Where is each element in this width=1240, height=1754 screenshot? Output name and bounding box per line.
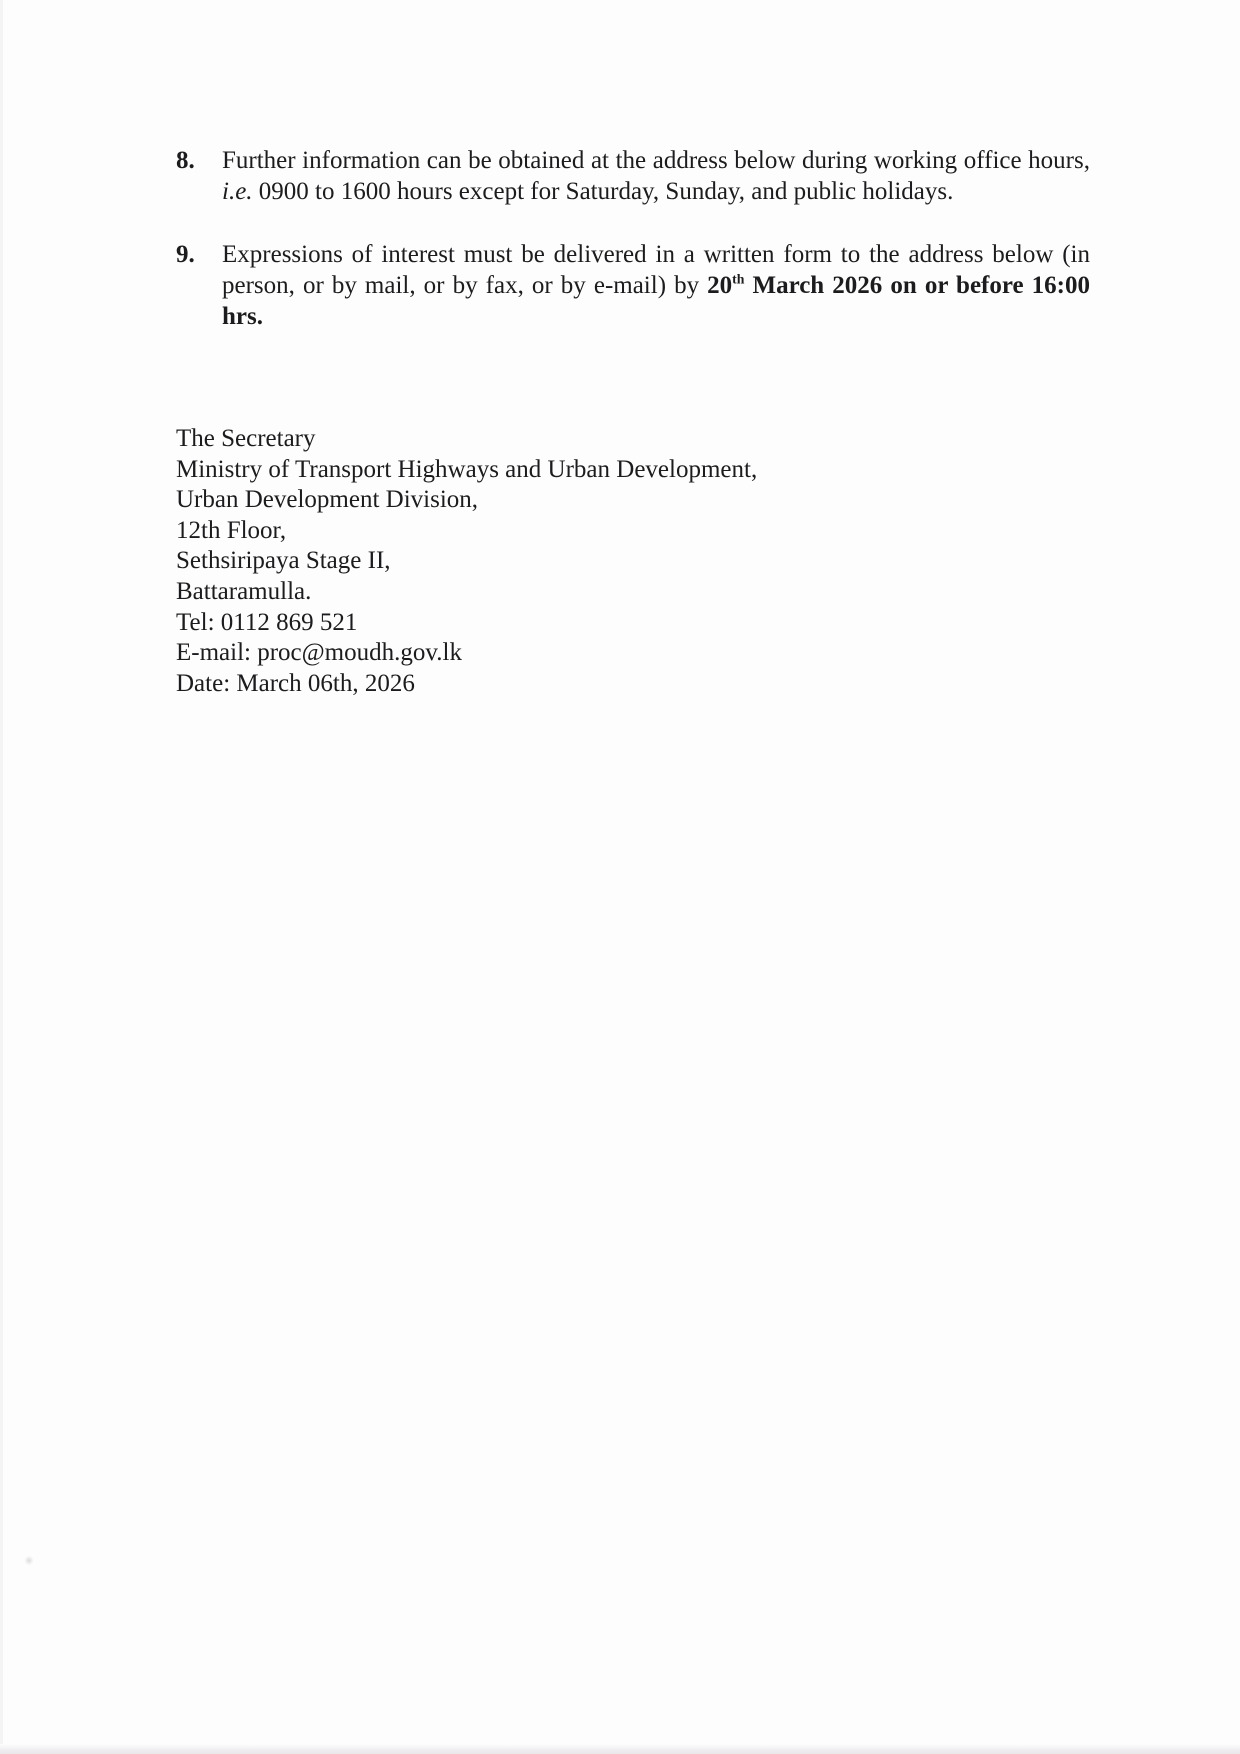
scan-speck-artifact [24,1556,34,1565]
item-text-line [222,270,1090,301]
deadline-text: March 2026 on or before 16:00 [744,272,1090,299]
item-number: 9. [176,241,195,268]
numbered-item-8 [176,145,1090,207]
item-body [222,239,1090,332]
address-line-city: Battaramulla. [176,577,312,605]
address-block [176,424,757,699]
address-line-telephone: Tel: 0112 869 521 [176,608,358,636]
numbered-item-9 [176,239,1090,332]
item-text-segment: 0900 to 1600 hours except for Saturday, Sunday, and public holidays. [252,178,954,205]
item-number: 8. [176,147,195,174]
ordinal-suffix: th [732,271,745,287]
address-line-email: E-mail: proc@moudh.gov.lk [176,639,462,667]
address-line-date: Date: March 06th, 2026 [176,669,415,697]
item-text-segment: person, or by mail, or by fax, or by e-mail) by [222,272,708,299]
item-text-line [222,301,1090,332]
address-line-floor: 12th Floor, [176,516,287,544]
address-line-ministry: Ministry of Transport Highways and Urban Development, [176,455,758,483]
item-body [222,145,1090,207]
address-line-recipient: The Secretary [176,425,316,452]
deadline-hrs: hrs. [222,303,263,330]
deadline-day: 20 [707,272,733,299]
item-text-line: Expressions of interest must be delivered in a written form to the address below (in [222,241,1090,268]
address-line-division: Urban Development Division, [176,486,479,514]
scan-edge-artifact [0,0,3,1754]
scan-bottom-artifact [0,1744,1240,1754]
address-line-building: Sethsiripaya Stage II, [176,547,391,575]
item-text-line: Further information can be obtained at the address below during working office hours, [222,147,1090,174]
italic-abbreviation: i.e. [222,178,253,205]
item-text-line [222,176,1090,207]
